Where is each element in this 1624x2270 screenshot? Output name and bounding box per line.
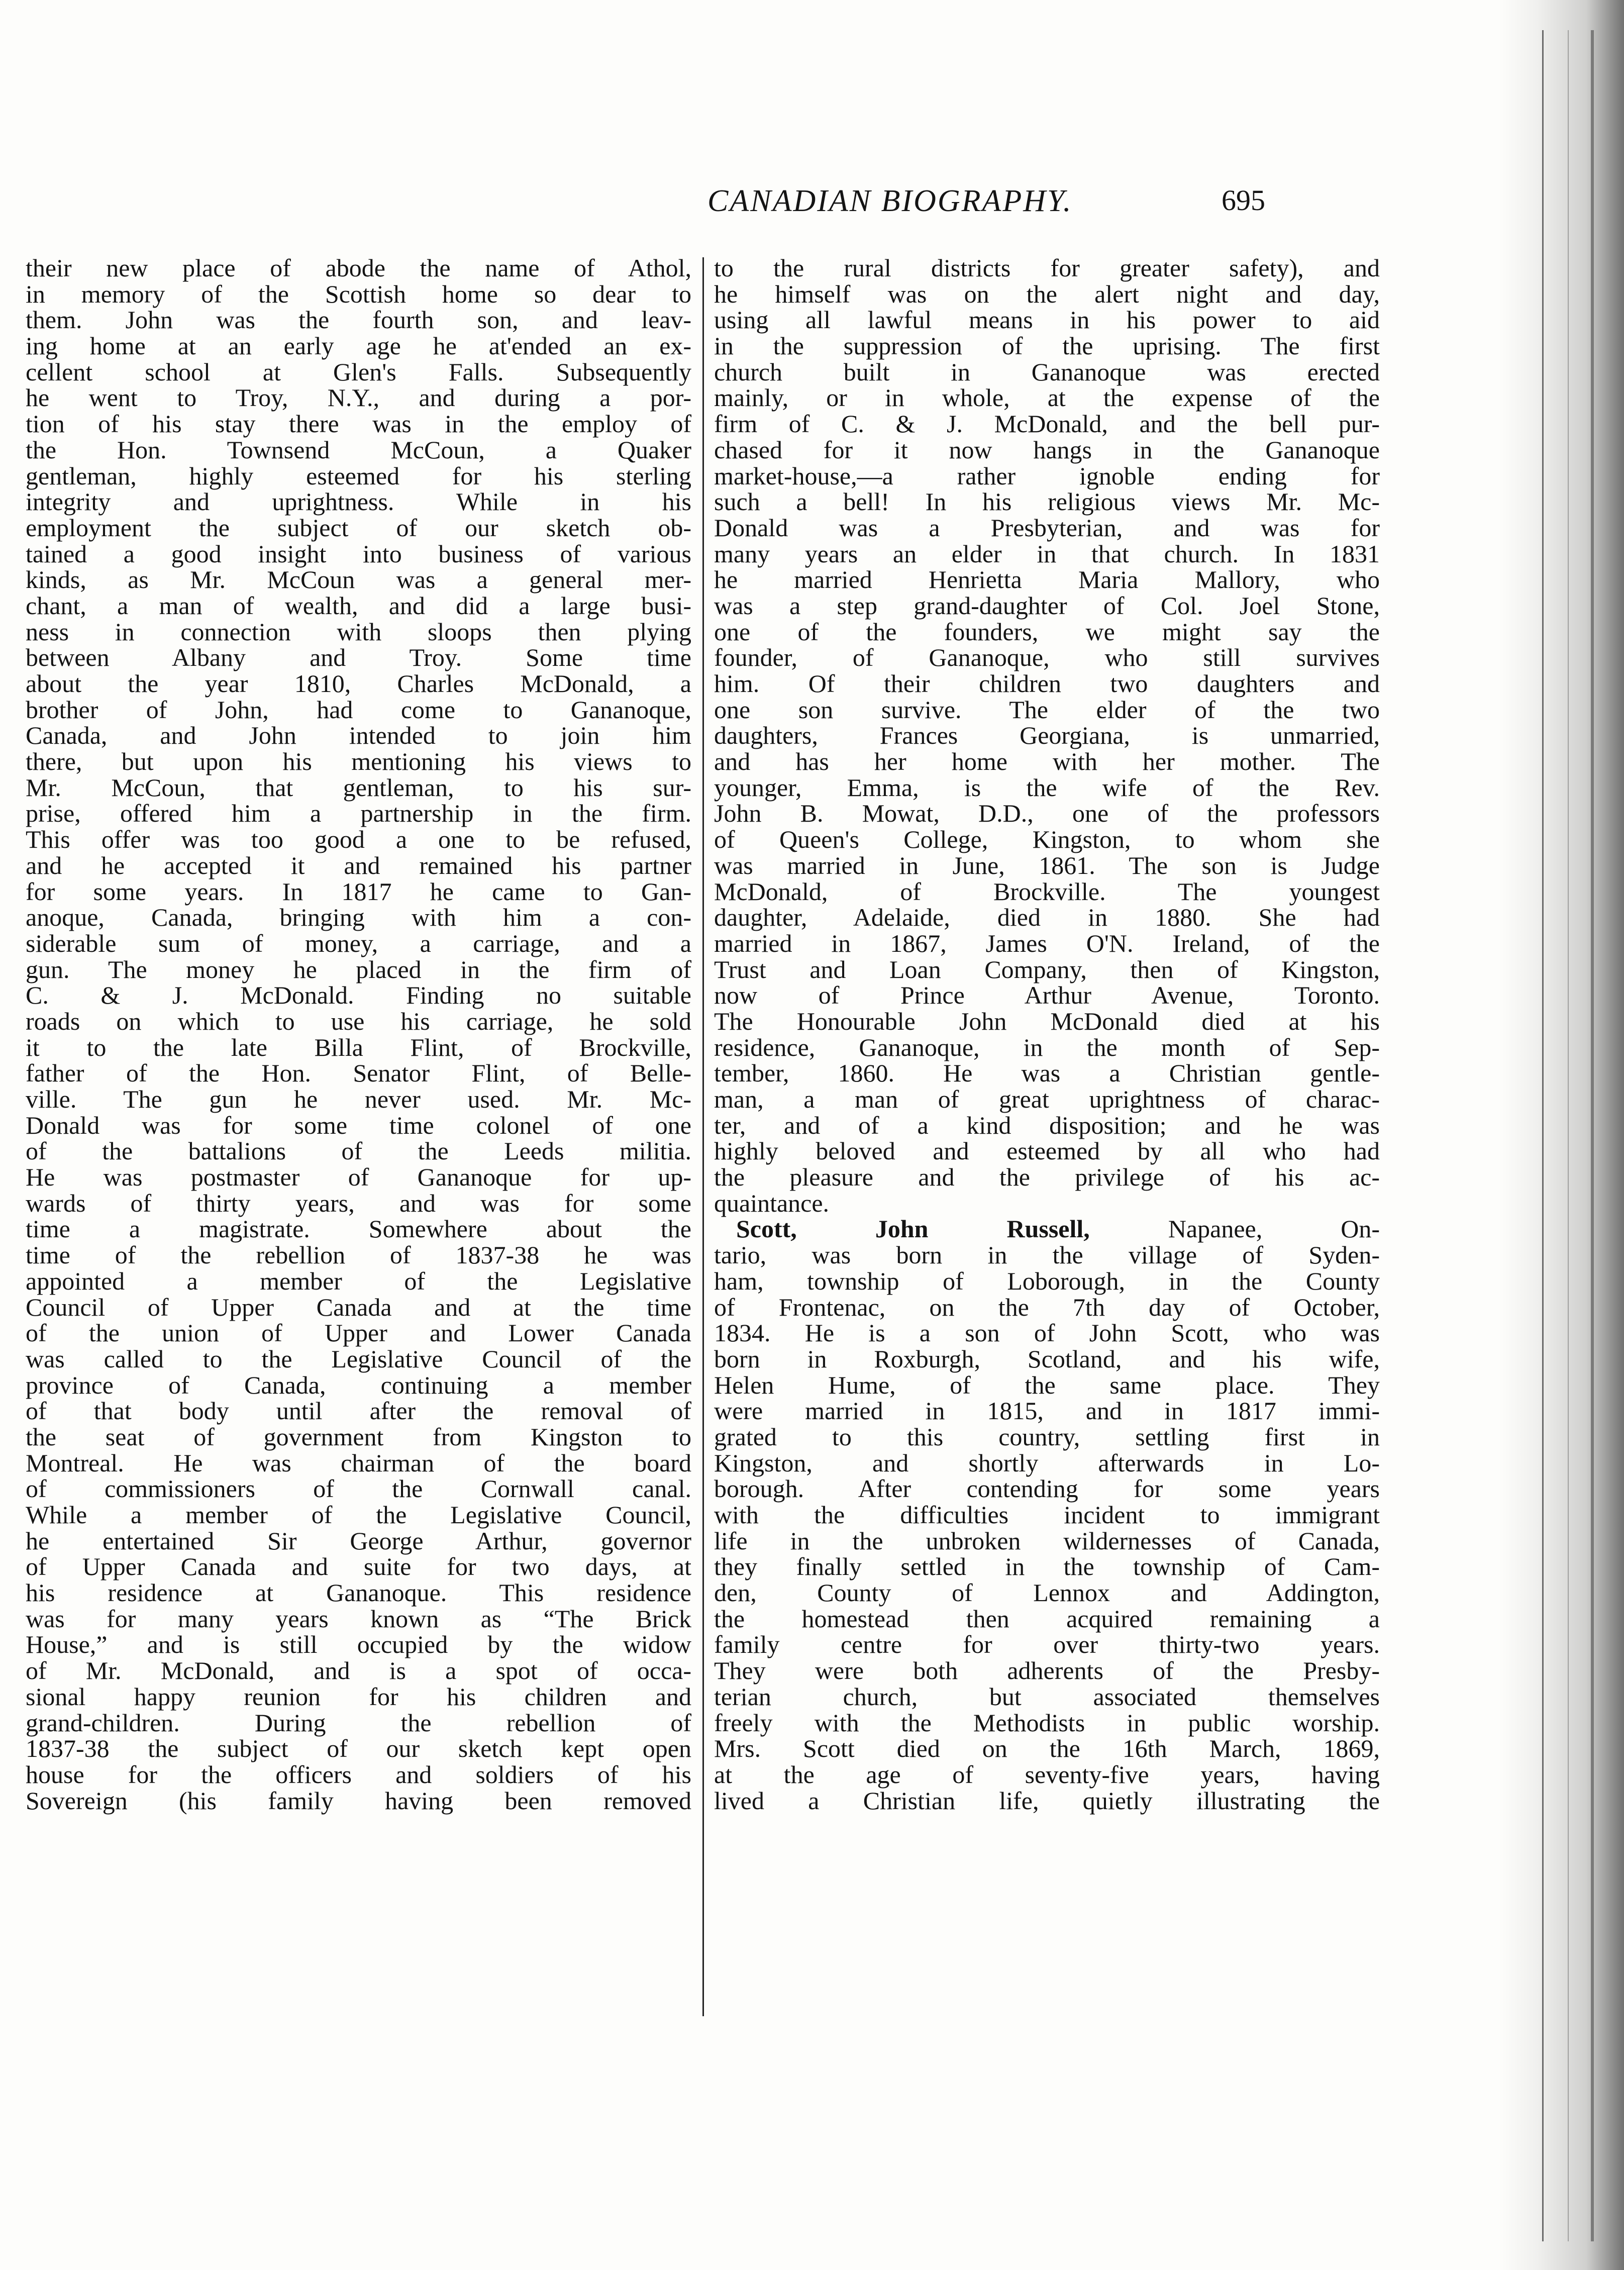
text-line: ness in connection with sloops then plying	[26, 617, 691, 646]
text-line: While a member of the Legislative Council,	[26, 1501, 691, 1529]
scott-entry-first-line	[714, 1216, 1380, 1242]
text-line: daughters, Frances Georgiana, is unmarried,	[714, 721, 1380, 750]
text-line: their new place of abode the name of Athol,	[26, 254, 691, 282]
text-line: was a step grand-daughter of Col. Joel Stone,	[714, 591, 1380, 620]
text-line: such a bell! In his religious views Mr. Mc-	[714, 487, 1380, 516]
text-line: about the year 1810, Charles McDonald, a	[26, 669, 691, 698]
text-line: to the rural districts for greater safety), and	[714, 254, 1380, 282]
text-line: he married Henrietta Maria Mallory, who	[714, 565, 1380, 594]
text-line: Council of Upper Canada and at the time	[26, 1293, 691, 1321]
page-edge-shadow	[1498, 0, 1624, 2270]
text-line: tember, 1860. He was a Christian gentle-	[714, 1059, 1380, 1088]
text-line: chased for it now hangs in the Gananoque	[714, 435, 1380, 464]
text-line: This offer was too good a one to be refused,	[26, 825, 691, 854]
text-line: The Honourable John McDonald died at his	[714, 1007, 1380, 1035]
text-line: the Hon. Townsend McCoun, a Quaker	[26, 435, 691, 464]
text-line: there, but upon his mentioning his views to	[26, 747, 691, 776]
text-line: was for many years known as “The Brick	[26, 1604, 691, 1633]
text-line: younger, Emma, is the wife of the Rev.	[714, 773, 1380, 802]
text-line: employment the subject of our sketch ob-	[26, 513, 691, 542]
text-line: many years an elder in that church. In 1831	[714, 539, 1380, 568]
text-line: church built in Gananoque was erected	[714, 357, 1380, 386]
text-line: Kingston, and shortly afterwards in Lo-	[714, 1448, 1380, 1477]
text-line: cellent school at Glen's Falls. Subsequently	[26, 357, 691, 386]
text-line: of Frontenac, on the 7th day of October,	[714, 1293, 1380, 1321]
text-line: sional happy reunion for his children and	[26, 1682, 691, 1711]
text-line: of Queen's College, Kingston, to whom she	[714, 825, 1380, 854]
text-line: tion of his stay there was in the employ of	[26, 410, 691, 438]
text-line: were married in 1815, and in 1817 immi-	[714, 1397, 1380, 1425]
text-line: of that body until after the removal of	[26, 1397, 691, 1425]
left-column	[26, 255, 691, 1814]
text-line: Trust and Loan Company, then of Kingston,	[714, 955, 1380, 983]
text-line: residence, Gananoque, in the month of Sep-	[714, 1033, 1380, 1061]
text-line: siderable sum of money, a carriage, and a	[26, 929, 691, 957]
text-line: was called to the Legislative Council of the	[26, 1344, 691, 1373]
text-line: mainly, or in whole, at the expense of the	[714, 383, 1380, 412]
text-line: anoque, Canada, bringing with him a con-	[26, 903, 691, 932]
text-line: and he accepted it and remained his partner	[26, 851, 691, 879]
text-line: him. Of their children two daughters and	[714, 669, 1380, 698]
text-line: house for the officers and soldiers of his	[26, 1760, 691, 1789]
text-line: it to the late Billa Flint, of Brockville,	[26, 1033, 691, 1061]
text-line: for some years. In 1817 he came to Gan-	[26, 877, 691, 906]
text-line: He was postmaster of Gananoque for up-	[26, 1163, 691, 1192]
text-line: Donald was a Presbyterian, and was for	[714, 513, 1380, 542]
text-line: chant, a man of wealth, and did a large busi-	[26, 591, 691, 620]
text-line: 1837-38 the subject of our sketch kept open	[26, 1734, 691, 1763]
text-line: he entertained Sir George Arthur, governor	[26, 1526, 691, 1555]
running-title: CANADIAN BIOGRAPHY.	[707, 184, 1073, 218]
text-line: brother of John, had come to Gananoque,	[26, 695, 691, 724]
text-line: in the suppression of the uprising. The first	[714, 332, 1380, 360]
text-line: the homestead then acquired remaining a	[714, 1604, 1380, 1633]
text-line: ham, township of Loborough, in the County	[714, 1266, 1380, 1295]
text-line: gentleman, highly esteemed for his sterling	[26, 461, 691, 490]
text-line: province of Canada, continuing a member	[26, 1370, 691, 1399]
text-line: John B. Mowat, D.D., one of the professors	[714, 799, 1380, 828]
text-line: Canada, and John intended to join him	[26, 721, 691, 750]
text-line: time a magistrate. Somewhere about the	[26, 1215, 691, 1243]
text-line: tained a good insight into business of various	[26, 539, 691, 568]
text-line: his residence at Gananoque. This residence	[26, 1578, 691, 1607]
text-line: of Mr. McDonald, and is a spot of occa-	[26, 1656, 691, 1685]
text-line: man, a man of great uprightness of charac-	[714, 1085, 1380, 1113]
text-line: Helen Hume, of the same place. They	[714, 1370, 1380, 1399]
text-line: one son survive. The elder of the two	[714, 695, 1380, 724]
page-header	[707, 183, 1411, 229]
text-line: grand-children. During the rebellion of	[26, 1708, 691, 1737]
text-line: one of the founders, we might say the	[714, 617, 1380, 646]
text-line: ville. The gun he never used. Mr. Mc-	[26, 1085, 691, 1113]
text-line: founder, of Gananoque, who still survives	[714, 643, 1380, 672]
text-line: Mr. McCoun, that gentleman, to his sur-	[26, 773, 691, 802]
text-line: tario, was born in the village of Syden-	[714, 1241, 1380, 1269]
text-line: 1834. He is a son of John Scott, who was	[714, 1319, 1380, 1347]
text-line: was married in June, 1861. The son is Judge	[714, 851, 1380, 879]
text-line: he himself was on the alert night and day,	[714, 279, 1380, 308]
text-line: father of the Hon. Senator Flint, of Belle-	[26, 1059, 691, 1088]
text-line: of Upper Canada and suite for two days, at	[26, 1552, 691, 1581]
text-line: highly beloved and esteemed by all who had	[714, 1137, 1380, 1165]
text-line: between Albany and Troy. Some time	[26, 643, 691, 672]
text-line: daughter, Adelaide, died in 1880. She had	[714, 903, 1380, 932]
text-line: roads on which to use his carriage, he sold	[26, 1007, 691, 1035]
text-line: and has her home with her mother. The	[714, 747, 1380, 776]
text-line: grated to this country, settling first in	[714, 1422, 1380, 1451]
entry-location: Napanee, On-	[1089, 1215, 1380, 1243]
text-line: den, County of Lennox and Addington,	[714, 1578, 1380, 1607]
mcdonald-entry-continuation	[714, 255, 1380, 1216]
text-line: integrity and uprightness. While in his	[26, 487, 691, 516]
page-edge-line	[1568, 30, 1569, 2241]
text-line: born in Roxburgh, Scotland, and his wife,	[714, 1344, 1380, 1373]
text-line: the pleasure and the privilege of his ac-	[714, 1163, 1380, 1192]
text-line: freely with the Methodists in public worship.	[714, 1708, 1380, 1737]
text-line: appointed a member of the Legislative	[26, 1266, 691, 1295]
text-line: life in the unbroken wildernesses of Canada,	[714, 1526, 1380, 1555]
right-column	[714, 255, 1380, 1814]
text-line: Mrs. Scott died on the 16th March, 1869,	[714, 1734, 1380, 1763]
text-line: House,” and is still occupied by the widow	[26, 1630, 691, 1659]
text-line: time of the rebellion of 1837-38 he was	[26, 1241, 691, 1269]
text-line: married in 1867, James O'N. Ireland, of the	[714, 929, 1380, 957]
text-line: the seat of government from Kingston to	[26, 1422, 691, 1451]
page-number: 695	[1222, 184, 1265, 217]
text-line: with the difficulties incident to immigrant	[714, 1501, 1380, 1529]
text-line: he went to Troy, N.Y., and during a por-	[26, 383, 691, 412]
text-line: Sovereign (his family having been removed	[26, 1786, 691, 1815]
text-line: McDonald, of Brockville. The youngest	[714, 877, 1380, 906]
text-line: C. & J. McDonald. Finding no suitable	[26, 981, 691, 1010]
text-line: Donald was for some time colonel of one	[26, 1111, 691, 1139]
text-line: family centre for over thirty-two years.	[714, 1630, 1380, 1659]
text-line: They were both adherents of the Presby-	[714, 1656, 1380, 1685]
page-edge-line	[1591, 30, 1594, 2241]
text-line: kinds, as Mr. McCoun was a general mer-	[26, 565, 691, 594]
text-line: ter, and of a kind disposition; and he was	[714, 1111, 1380, 1139]
text-line: firm of C. & J. McDonald, and the bell pur-	[714, 410, 1380, 438]
text-line: market-house,—a rather ignoble ending for	[714, 461, 1380, 490]
text-line: now of Prince Arthur Avenue, Toronto.	[714, 981, 1380, 1010]
text-line: of the union of Upper and Lower Canada	[26, 1319, 691, 1347]
text-line: wards of thirty years, and was for some	[26, 1189, 691, 1217]
text-line: of the battalions of the Leeds militia.	[26, 1137, 691, 1165]
column-divider	[702, 257, 704, 2016]
text-line: borough. After contending for some years	[714, 1474, 1380, 1503]
text-line: gun. The money he placed in the firm of	[26, 955, 691, 983]
page-edge-line	[1542, 30, 1544, 2241]
entry-name: Scott, John Russell,	[736, 1215, 1090, 1243]
text-line: lived a Christian life, quietly illustrating the	[714, 1786, 1380, 1815]
scott-entry-body	[714, 1242, 1380, 1814]
text-line: quaintance.	[714, 1189, 830, 1217]
text-line: using all lawful means in his power to aid	[714, 306, 1380, 334]
text-line: terian church, but associated themselves	[714, 1682, 1380, 1711]
text-line: Montreal. He was chairman of the board	[26, 1448, 691, 1477]
text-line: ing home at an early age he at'ended an ex-	[26, 332, 691, 360]
text-line: in memory of the Scottish home so dear to	[26, 279, 691, 308]
text-line: of commissioners of the Cornwall canal.	[26, 1474, 691, 1503]
text-line: prise, offered him a partnership in the firm.	[26, 799, 691, 828]
text-line: them. John was the fourth son, and leav-	[26, 306, 691, 334]
text-line: they finally settled in the township of Cam-	[714, 1552, 1380, 1581]
text-line: at the age of seventy-five years, having	[714, 1760, 1380, 1789]
